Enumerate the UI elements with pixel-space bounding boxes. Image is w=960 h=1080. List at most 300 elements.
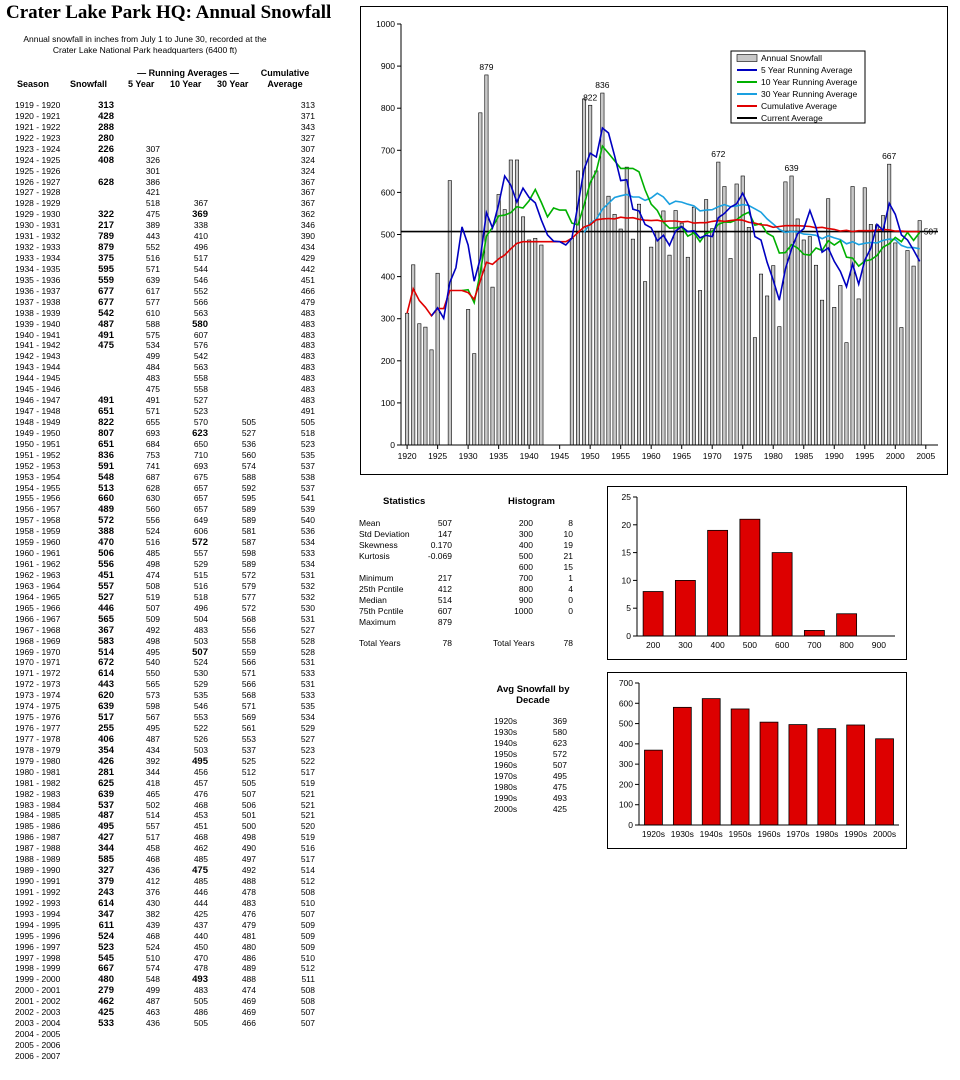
ten-year-cell: 450 [193, 941, 208, 952]
snowfall-bar [668, 255, 671, 445]
thirty-year-cell: 566 [241, 657, 256, 668]
ten-year-cell: 457 [193, 777, 208, 788]
ten-year-cell: 650 [193, 438, 208, 449]
snowfall-cell: 789 [98, 231, 114, 243]
season-cell: 2000 - 2001 [15, 985, 61, 996]
table-row [0, 1018, 320, 1029]
x-tick-label: 2000 [885, 451, 905, 461]
table-row [0, 297, 320, 308]
season-cell: 1999 - 2000 [15, 974, 61, 985]
season-cell: 1929 - 1930 [15, 209, 61, 220]
five-year-cell: 639 [145, 274, 160, 285]
season-cell: 1955 - 1956 [15, 493, 61, 504]
five-year-cell: 550 [145, 668, 160, 679]
ten-year-cell: 710 [193, 449, 208, 460]
table-row [0, 909, 320, 920]
cumulative-cell: 541 [300, 493, 315, 504]
snowfall-bar [778, 327, 781, 445]
y-tick-label: 700 [380, 145, 395, 156]
cumulative-cell: 508 [300, 985, 315, 996]
cumulative-cell: 522 [300, 755, 315, 766]
snowfall-cell: 614 [98, 897, 114, 909]
snowfall-bar [570, 238, 573, 445]
ten-year-cell: 524 [193, 657, 208, 668]
cumulative-cell: 539 [300, 504, 315, 515]
cumulative-cell: 523 [300, 438, 315, 449]
snowfall-bar [527, 240, 530, 445]
thirty-year-cell: 572 [241, 569, 256, 580]
table-row [0, 668, 320, 679]
five-year-cell: 434 [145, 744, 160, 755]
stat-label: Skewness [359, 539, 398, 550]
x-tick-label: 1995 [855, 451, 875, 461]
five-year-cell: 382 [145, 908, 160, 919]
table-row [0, 286, 320, 297]
table-row [0, 942, 320, 953]
cumulative-cell: 538 [300, 471, 315, 482]
histogram-bin: Total Years [493, 638, 535, 649]
snowfall-bar [418, 324, 421, 445]
decade-y-tick-label: 700 [618, 678, 633, 688]
table-row [0, 308, 320, 319]
snowfall-cell: 243 [98, 886, 114, 898]
ten-year-cell: 563 [193, 307, 208, 318]
season-cell: 1956 - 1957 [15, 504, 61, 515]
decade-y-tick-label: 300 [618, 759, 633, 770]
ten-year-cell: 606 [193, 526, 208, 537]
y-tick-label: 900 [380, 61, 395, 72]
season-cell: 1950 - 1951 [15, 438, 61, 449]
ten-year-cell: 623 [192, 427, 208, 439]
season-cell: 1939 - 1940 [15, 318, 61, 329]
snowfall-cell: 651 [98, 438, 114, 450]
thirty-year-cell: 561 [241, 723, 256, 733]
statistics-title: Statistics [383, 496, 426, 507]
table-row [0, 865, 320, 876]
histogram-bin: 500 [518, 550, 533, 561]
annotation-label: 667 [882, 151, 897, 162]
thirty-year-cell: 571 [241, 668, 256, 679]
histogram-bin: 900 [518, 594, 533, 605]
table-row [0, 351, 320, 362]
histogram-count: 0 [568, 594, 573, 605]
five-year-cell: 492 [145, 624, 160, 635]
snowfall-bar [839, 285, 842, 445]
thirty-year-cell: 536 [241, 438, 256, 449]
cumulative-cell: 517 [300, 766, 315, 777]
thirty-year-cell: 501 [241, 810, 256, 821]
table-row [0, 220, 320, 231]
snowfall-cell: 639 [98, 701, 114, 713]
stat-row [359, 638, 459, 649]
five-year-cell: 556 [145, 515, 160, 526]
stat-label: 25th Pcntile [359, 583, 404, 594]
snowfall-bar [698, 290, 701, 445]
stat-row [359, 595, 459, 606]
x-tick-label: 1940 [519, 451, 539, 461]
decade-chart-frame [607, 672, 907, 849]
table-row [0, 712, 320, 723]
season-cell: 1962 - 1963 [15, 569, 61, 580]
season-cell: 1991 - 1992 [15, 886, 61, 897]
cumulative-cell: 367 [300, 187, 315, 198]
snowfall-cell: 491 [98, 395, 114, 407]
snowfall-bar [521, 217, 524, 445]
table-row [0, 133, 320, 144]
snowfall-bar [509, 160, 512, 445]
snowfall-bar [466, 309, 469, 445]
decade-y-tick-label: 0 [628, 820, 633, 830]
cumulative-cell: 537 [300, 482, 315, 493]
ten-year-cell: 468 [193, 799, 208, 810]
thirty-year-cell: 469 [241, 996, 256, 1007]
ten-year-cell: 607 [193, 329, 208, 340]
stat-label: Maximum [359, 616, 396, 627]
snowfall-cell: 527 [98, 591, 114, 603]
cumulative-cell: 519 [300, 832, 315, 843]
cumulative-cell: 533 [300, 548, 315, 559]
snowfall-cell: 625 [98, 777, 114, 789]
season-cell: 1928 - 1929 [15, 198, 61, 209]
cumulative-cell: 531 [300, 569, 315, 580]
snowfall-bar [448, 181, 451, 445]
y-tick-label: 300 [380, 313, 395, 324]
ten-year-cell: 553 [193, 712, 208, 723]
stat-value: 879 [437, 616, 452, 627]
table-row [0, 242, 320, 253]
histogram-y-tick-label: 20 [621, 519, 631, 530]
five-year-cell: 301 [145, 165, 160, 176]
table-row [0, 144, 320, 155]
table-row [0, 493, 320, 504]
five-year-cell: 598 [145, 701, 160, 712]
five-year-cell: 524 [145, 526, 160, 537]
snowfall-cell: 495 [98, 821, 114, 833]
snowfall-bar [833, 307, 836, 445]
snowfall-cell: 487 [98, 810, 114, 822]
cumulative-cell: 528 [300, 646, 315, 657]
snowfall-cell: 583 [98, 635, 114, 647]
snowfall-cell: 614 [98, 668, 114, 680]
decade-x-label: 1990s [844, 829, 868, 839]
ten-year-cell: 546 [193, 701, 208, 712]
five-year-cell: 630 [145, 493, 160, 504]
cumulative-cell: 442 [300, 263, 315, 274]
stat-value: 78 [442, 638, 452, 649]
ten-year-cell: 476 [193, 788, 208, 799]
snowfall-bar [637, 204, 640, 445]
thirty-year-cell: 556 [241, 624, 256, 635]
thirty-year-cell: 571 [241, 701, 256, 712]
cumulative-cell: 530 [300, 602, 315, 613]
table-row [0, 581, 320, 592]
cumulative-cell: 520 [300, 821, 315, 832]
cumulative-cell: 510 [300, 897, 315, 908]
season-cell: 2003 - 2004 [15, 1018, 61, 1029]
ten-year-cell: 444 [193, 897, 208, 908]
five-year-cell: 421 [145, 187, 160, 198]
snowfall-cell: 462 [98, 996, 114, 1008]
table-row [0, 504, 320, 515]
snowfall-bar [851, 187, 854, 445]
decade-value: 493 [552, 792, 567, 803]
table-row [0, 974, 320, 985]
col-header-snowfall: Snowfall [70, 79, 108, 89]
col-header-30year: 30 Year [217, 79, 249, 89]
thirty-year-cell: 589 [241, 504, 256, 515]
five-year-cell: 540 [145, 657, 160, 668]
histogram-title: Histogram [508, 496, 555, 507]
snowfall-bar [613, 214, 616, 445]
page-title: Crater Lake Park HQ: Annual Snowfall [6, 2, 332, 23]
y-tick-label: 500 [380, 229, 395, 240]
decade-y-tick-label: 100 [618, 799, 633, 810]
five-year-cell: 741 [145, 460, 160, 471]
five-year-cell: 577 [145, 296, 160, 307]
cumulative-cell: 324 [300, 154, 315, 165]
ten-year-cell: 558 [193, 373, 208, 384]
five-year-cell: 655 [145, 416, 160, 427]
season-cell: 1943 - 1944 [15, 362, 61, 373]
ten-year-cell: 437 [193, 919, 208, 930]
table-row [0, 789, 320, 800]
five-year-cell: 483 [145, 373, 160, 384]
snowfall-cell: 288 [98, 121, 114, 133]
ten-year-cell: 552 [193, 285, 208, 296]
season-cell: 1921 - 1922 [15, 121, 61, 132]
snowfall-cell: 620 [98, 690, 114, 702]
thirty-year-cell: 572 [241, 602, 256, 613]
snowfall-cell: 491 [98, 329, 114, 341]
snowfall-bar [424, 327, 427, 445]
snowfall-bar [607, 196, 610, 445]
table-row [0, 526, 320, 537]
snowfall-cell: 879 [98, 242, 114, 254]
cumulative-cell: 483 [300, 362, 315, 373]
cumulative-cell: 518 [300, 427, 315, 438]
five-year-cell: 534 [145, 340, 160, 351]
decade-x-label: 1930s [670, 829, 694, 839]
thirty-year-cell: 574 [241, 460, 256, 471]
season-cell: 1979 - 1980 [15, 755, 61, 766]
stat-row [359, 562, 459, 573]
five-year-cell: 610 [145, 307, 160, 318]
annotation-label: 507 [923, 226, 938, 237]
stat-value: 217 [437, 572, 452, 583]
stat-row [359, 540, 459, 551]
stat-row [359, 518, 459, 529]
table-row [0, 166, 320, 177]
table-row [0, 701, 320, 712]
season-cell: 1967 - 1968 [15, 624, 61, 635]
snowfall-bar [662, 211, 665, 445]
decade-label: 1980s [494, 781, 518, 792]
season-cell: 1933 - 1934 [15, 253, 61, 264]
stat-label: Mean [359, 518, 381, 528]
histogram-count: 78 [563, 638, 573, 649]
five-year-cell: 499 [145, 351, 160, 362]
stat-row [359, 584, 459, 595]
cumulative-cell: 534 [300, 559, 315, 570]
snowfall-cell: 545 [98, 952, 114, 964]
table-row [0, 625, 320, 636]
season-cell: 1932 - 1933 [15, 242, 61, 253]
decade-x-label: 1960s [757, 829, 781, 839]
table-row [0, 515, 320, 526]
five-year-cell: 468 [145, 854, 160, 865]
ten-year-cell: 485 [193, 854, 208, 865]
season-cell: 1947 - 1948 [15, 406, 61, 417]
table-row [0, 854, 320, 865]
ten-year-cell: 338 [193, 220, 208, 231]
cumulative-cell: 491 [300, 406, 315, 417]
table-row [0, 450, 320, 461]
snowfall-cell: 822 [98, 416, 114, 428]
table-row [0, 559, 320, 570]
x-tick-label: 1930 [458, 451, 478, 461]
cumulative-cell: 466 [300, 285, 315, 296]
snowfall-bar [540, 245, 543, 445]
five-year-cell: 508 [145, 580, 160, 591]
histogram-row [493, 595, 578, 606]
cumulative-cell: 537 [300, 460, 315, 471]
cumulative-cell: 527 [300, 624, 315, 635]
five-year-cell: 684 [145, 438, 160, 449]
cumulative-cell: 434 [300, 242, 315, 253]
y-tick-label: 800 [380, 103, 395, 114]
decade-value: 495 [552, 770, 567, 781]
snowfall-bar [735, 184, 738, 445]
snowfall-bar [491, 287, 494, 445]
decade-bar [673, 707, 691, 825]
table-row [0, 1051, 320, 1062]
snowfall-cell: 313 [98, 100, 114, 111]
five-year-cell: 487 [145, 996, 160, 1007]
five-year-cell: 514 [145, 810, 160, 821]
histogram-y-tick-label: 25 [621, 492, 631, 502]
season-cell: 1953 - 1954 [15, 471, 61, 482]
table-row [0, 657, 320, 668]
season-cell: 1971 - 1972 [15, 668, 61, 679]
five-year-cell: 753 [145, 449, 160, 460]
ten-year-cell: 496 [193, 242, 208, 253]
decade-x-label: 1980s [815, 829, 839, 839]
season-cell: 1987 - 1988 [15, 843, 61, 854]
stat-row [359, 606, 459, 617]
season-cell: 1949 - 1950 [15, 427, 61, 438]
thirty-year-cell: 568 [241, 613, 256, 624]
season-cell: 1984 - 1985 [15, 810, 61, 821]
thirty-year-cell: 507 [241, 788, 256, 799]
snowfall-bar [759, 274, 762, 445]
ten-year-cell: 527 [193, 395, 208, 406]
five-year-cell: 475 [145, 209, 160, 220]
season-cell: 1970 - 1971 [15, 657, 61, 668]
cumulative-cell: 534 [300, 537, 315, 548]
snowfall-bar [747, 227, 750, 445]
thirty-year-cell: 512 [241, 766, 256, 777]
snowfall-bar [900, 328, 903, 445]
thirty-year-cell: 488 [241, 876, 256, 887]
histogram-bar [740, 519, 760, 636]
season-cell: 1993 - 1994 [15, 908, 61, 919]
cumulative-cell: 346 [300, 220, 315, 231]
five-year-cell: 458 [145, 843, 160, 854]
season-cell: 1994 - 1995 [15, 919, 61, 930]
five-year-cell: 498 [145, 559, 160, 570]
snowfall-cell: 451 [98, 569, 114, 581]
stat-label: Minimum [359, 572, 394, 583]
histogram-count: 15 [563, 561, 573, 572]
cumulative-cell: 532 [300, 580, 315, 591]
cumulative-cell: 324 [300, 165, 315, 176]
histogram-row [493, 617, 578, 628]
y-tick-label: 0 [390, 440, 395, 450]
thirty-year-cell: 492 [241, 865, 256, 876]
snowfall-cell: 367 [98, 624, 114, 636]
decade-value: 507 [552, 759, 567, 770]
legend-label: Current Average [761, 113, 823, 123]
season-cell: 1995 - 1996 [15, 930, 61, 941]
ten-year-cell: 516 [193, 580, 208, 591]
decade-value: 369 [552, 716, 567, 726]
x-tick-label: 1950 [580, 451, 600, 461]
decade-label: 1960s [494, 759, 518, 770]
snowfall-cell: 533 [98, 1018, 114, 1030]
cumulative-cell: 540 [300, 515, 315, 526]
table-row [0, 111, 320, 122]
histogram-x-label: 300 [678, 640, 693, 650]
ten-year-cell: 486 [193, 1007, 208, 1018]
table-row [0, 679, 320, 690]
snowfall-cell: 280 [98, 132, 114, 144]
thirty-year-cell: 592 [241, 482, 256, 493]
cumulative-cell: 531 [300, 613, 315, 624]
decade-label: 1990s [494, 792, 518, 803]
decade-bar [789, 725, 807, 825]
thirty-year-cell: 476 [241, 908, 256, 919]
cumulative-cell: 327 [300, 132, 315, 143]
cumulative-cell: 429 [300, 253, 315, 264]
five-year-cell: 560 [145, 504, 160, 515]
annotation-label: 639 [784, 162, 799, 173]
five-year-cell: 495 [145, 723, 160, 733]
season-cell: 1963 - 1964 [15, 580, 61, 591]
snowfall-bar [729, 258, 732, 445]
snowfall-cell: 514 [98, 646, 114, 658]
x-tick-label: 1955 [611, 451, 631, 461]
decade-x-label: 2000s [872, 829, 897, 839]
snowfall-cell: 513 [98, 482, 114, 494]
ten-year-cell: 544 [193, 263, 208, 274]
decade-row [494, 738, 579, 749]
ten-year-cell: 496 [193, 602, 208, 613]
season-cell: 1974 - 1975 [15, 701, 61, 712]
five-year-cell: 571 [145, 263, 160, 274]
season-cell: 1919 - 1920 [15, 100, 61, 110]
ten-year-cell: 451 [193, 821, 208, 832]
snowfall-cell: 427 [98, 832, 114, 844]
snowfall-bar [485, 75, 488, 445]
snowfall-cell: 327 [98, 865, 114, 877]
five-year-cell: 524 [145, 941, 160, 952]
thirty-year-cell: 537 [241, 744, 256, 755]
season-cell: 1948 - 1949 [15, 416, 61, 427]
five-year-cell: 386 [145, 176, 160, 187]
decade-x-label: 1920s [641, 829, 666, 839]
cumulative-cell: 507 [300, 1018, 315, 1029]
histogram-bar [675, 580, 695, 636]
